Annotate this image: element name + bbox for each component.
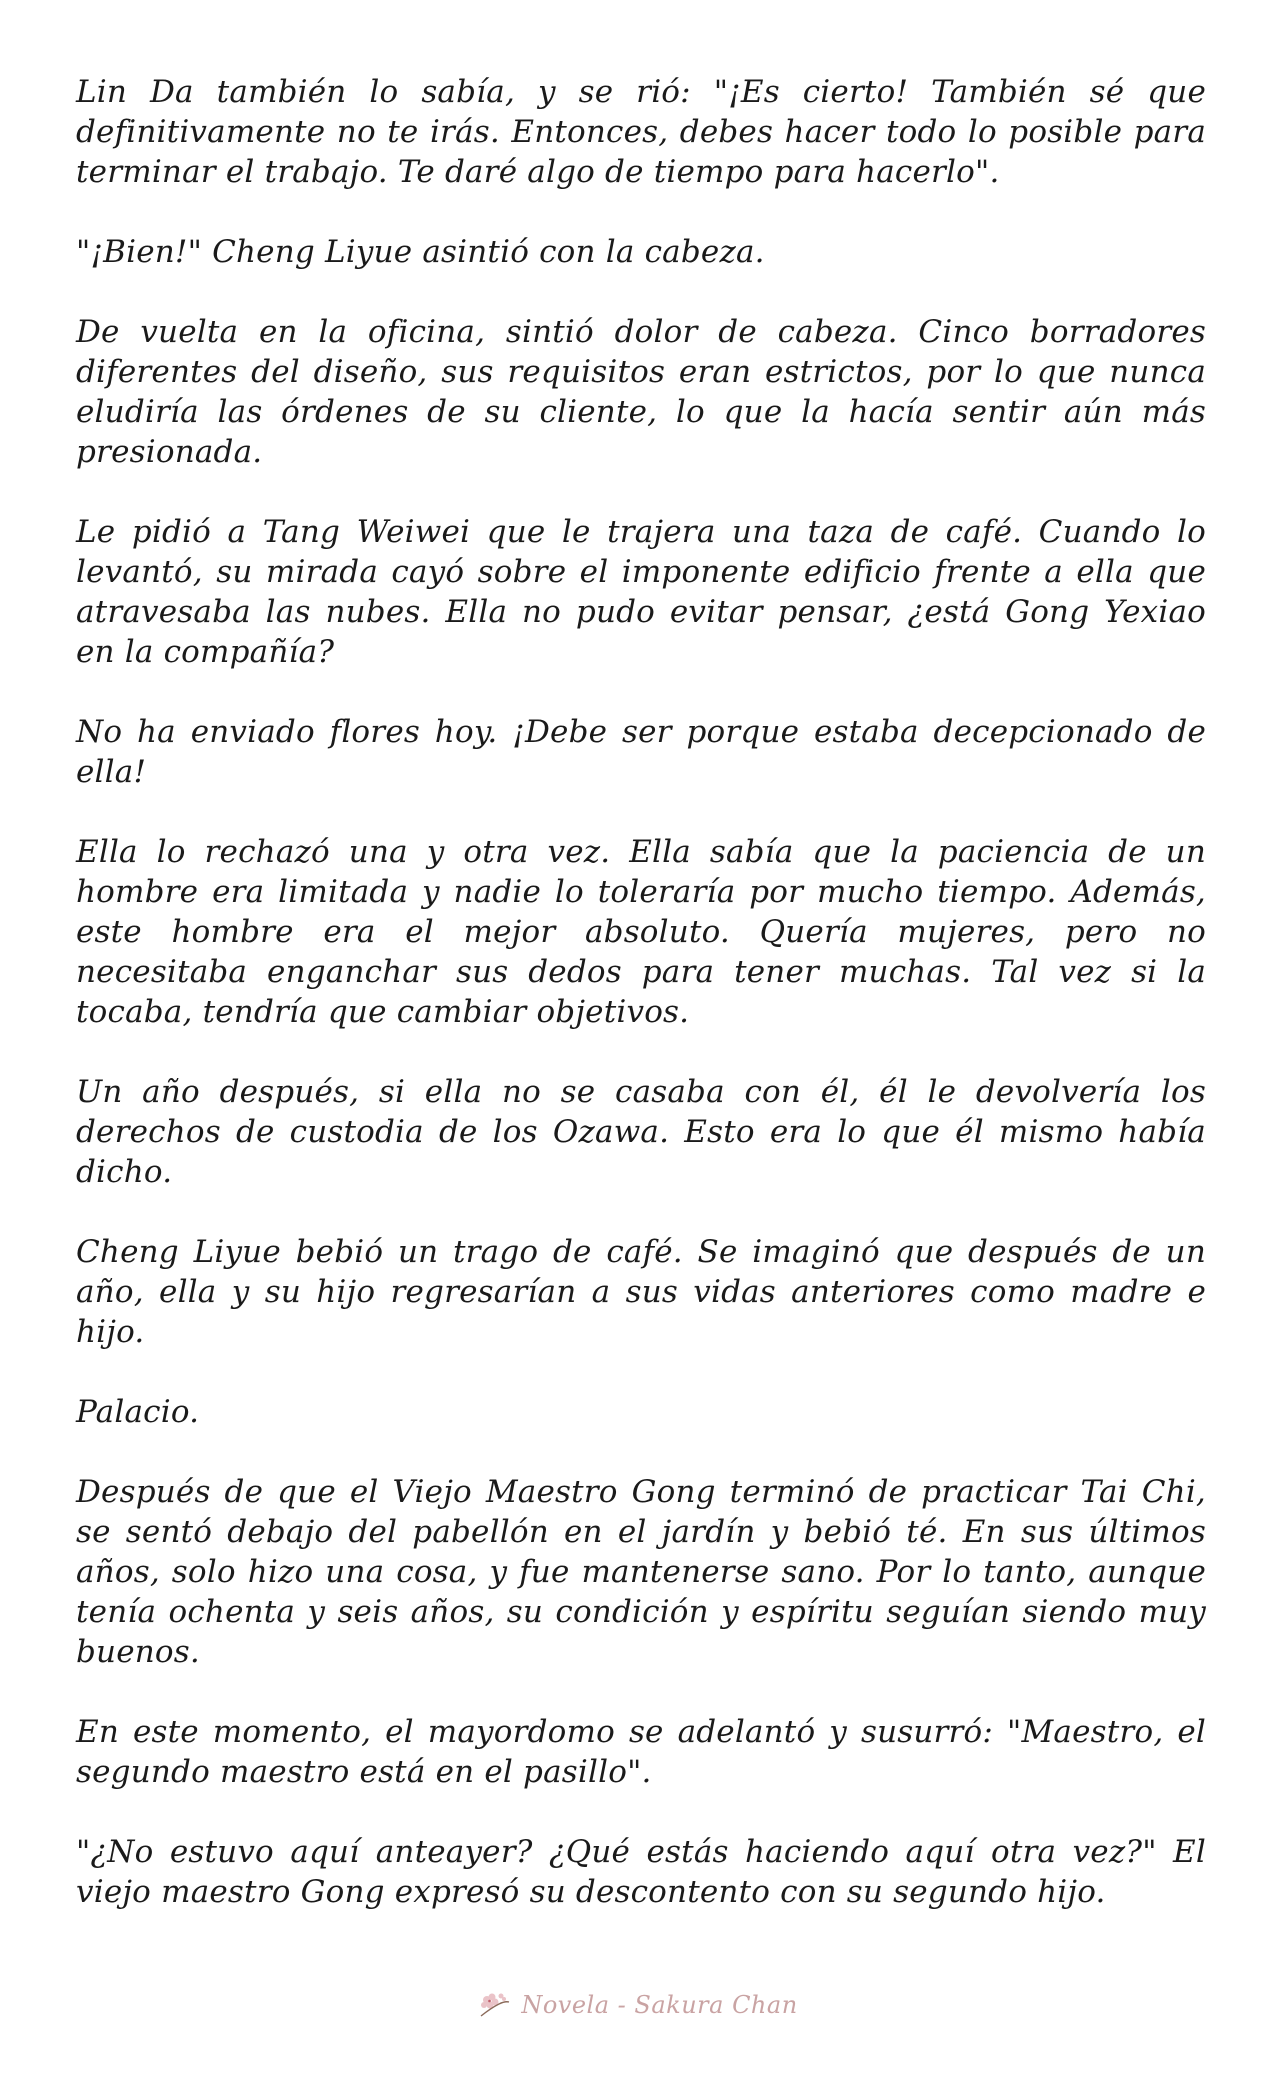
paragraph: En este momento, el mayordomo se adelantó y susurró: "Maestro, el segundo maestro está en el pasillo". [76, 1714, 1206, 1790]
paragraph: Ella lo rechazó una y otra vez. Ella sabía que la paciencia de un hombre era limitada y nadie lo toleraría por mucho tiempo. Además, este hombre era el mejor absoluto. Quería mujeres, pero no necesitaba enganchar sus dedos para tener muchas. Tal vez si la tocaba, tendría que cambiar objetivos. [76, 834, 1206, 1030]
watermark-text: Novela - Sakura Chan [521, 1991, 798, 2019]
paragraph: Palacio. [76, 1394, 200, 1430]
paragraph: "¡Bien!" Cheng Liyue asintió con la cabeza. [76, 234, 765, 270]
watermark [0, 1990, 1275, 2020]
sakura-flower-icon [477, 1990, 511, 2020]
paragraph: Cheng Liyue bebió un trago de café. Se imaginó que después de un año, ella y su hijo regresarían a sus vidas anteriores como madre e hijo. [76, 1234, 1206, 1350]
paragraph: No ha enviado flores hoy. ¡Debe ser porque estaba decepcionado de ella! [76, 714, 1206, 790]
paragraph: Le pidió a Tang Weiwei que le trajera una taza de café. Cuando lo levantó, su mirada cayó sobre el imponente edificio frente a ella que atravesaba las nubes. Ella no pudo evitar pensar, ¿está Gong Yexiao en la compañía? [76, 514, 1206, 670]
paragraph: De vuelta en la oficina, sintió dolor de cabeza. Cinco borradores diferentes del diseño, sus requisitos eran estrictos, por lo que nunca eludiría las órdenes de su cliente, lo que la hacía sentir aún más presionada. [76, 314, 1206, 470]
paragraph: Un año después, si ella no se casaba con él, él le devolvería los derechos de custodia de los Ozawa. Esto era lo que él mismo había dicho. [76, 1074, 1206, 1190]
paragraph: Después de que el Viejo Maestro Gong terminó de practicar Tai Chi, se sentó debajo del pabellón en el jardín y bebió té. En sus últimos años, solo hizo una cosa, y fue mantenerse sano. Por lo tanto, aunque tenía ochenta y seis años, su condición y espíritu seguían siendo muy buenos. [76, 1474, 1206, 1670]
paragraph: "¿No estuvo aquí anteayer? ¿Qué estás haciendo aquí otra vez?" El viejo maestro Gong expresó su descontento con su segundo hijo. [76, 1834, 1206, 1910]
document-body [76, 72, 1206, 1952]
paragraph: Lin Da también lo sabía, y se rió: "¡Es cierto! También sé que definitivamente no te irás. Entonces, debes hacer todo lo posible para terminar el trabajo. Te daré algo de tiempo para hacerlo". [76, 74, 1206, 190]
